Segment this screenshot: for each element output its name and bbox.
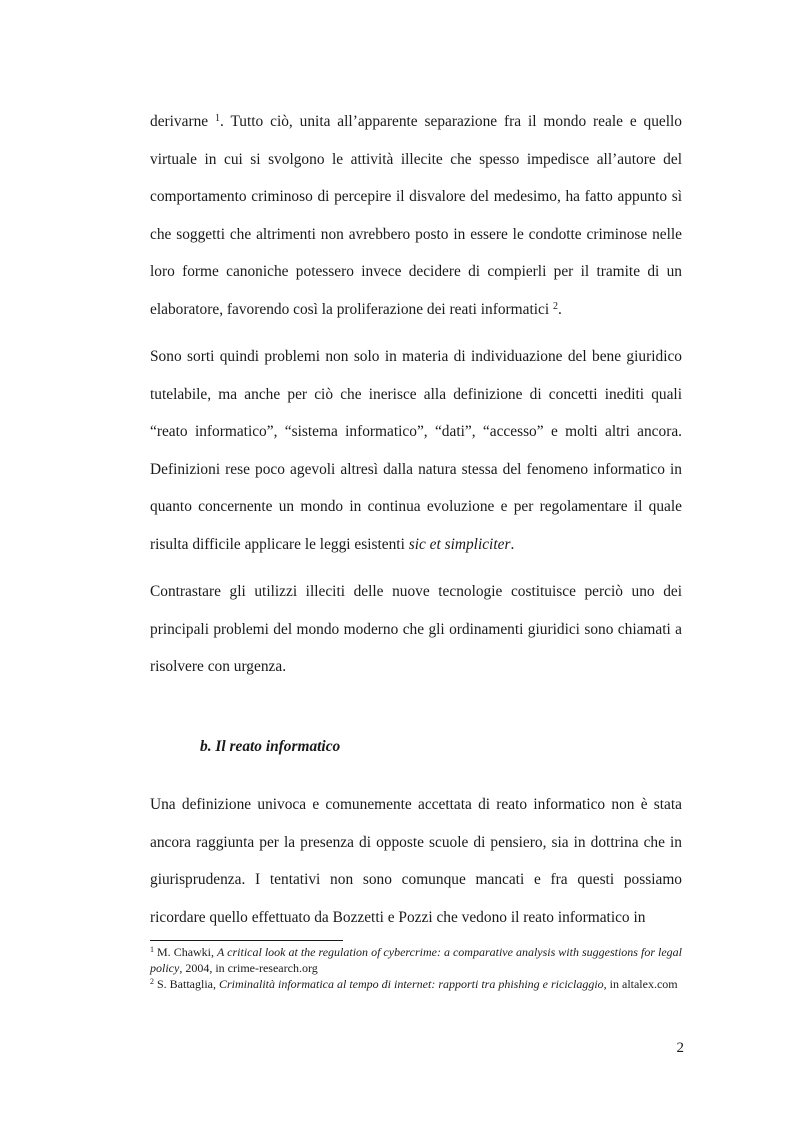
footnote-author: S. Battaglia, — [154, 977, 219, 991]
footnote-author: M. Chawki, — [154, 945, 218, 959]
body-paragraph-4: Una definizione univoca e comunemente accettata di reato informatico non è stata ancora raggiunta per la presenza di opposte scuole di pensiero, sia in dottrina che in giurisprudenza. I tentativi non sono comunque mancati e fra questi possiamo ricordare quello effettuato da Bozzetti e Pozzi che vedono il reato informatico in — [150, 796, 682, 926]
footnote-number: 1 — [150, 945, 154, 954]
page-number: 2 — [676, 1040, 684, 1056]
footnotes — [150, 944, 682, 992]
footnote-2 — [150, 976, 682, 992]
paragraph-text: . Tutto ciò, unita all’apparente separazione fra il mondo reale e quello virtuale in cui si svolgono le attività illecite che spesso impedisce all’autore del comportamento criminoso di percepire il disvalore del medesimo, ha fatto appunto sì che soggetti che altrimenti non avrebbero posto in essere le condotte criminose nelle loro forme canoniche potessero invece decidere di compierli per il tramite di un elaboratore, favorendo così la proliferazione dei reati informatici — [150, 113, 682, 318]
body-paragraph-2 — [150, 338, 682, 564]
footnote-ref-2[interactable]: 2 — [552, 300, 558, 312]
paragraph-text: Sono sorti quindi problemi non solo in materia di individuazione del bene giuridico tutelabile, ma anche per ciò che inerisce alla definizione di concetti inediti quali “reato informatico”, “sistema informatico”, “dati”, “accesso” e molti altri ancora. Definizioni rese poco agevoli altresì dalla natura stessa del fenomeno informatico in quanto concernente un mondo in continua evoluzione e per regolamentare il quale risulta difficile applicare le leggi esistenti — [150, 348, 682, 553]
footnote-source: , in altalex.com — [603, 977, 678, 991]
body-paragraph-1 — [150, 103, 682, 329]
body-paragraph-3: Contrastare gli utilizzi illeciti delle nuove tecnologie costituisce perciò uno dei principali problemi del mondo moderno che gli ordinamenti giuridici sono chiamati a risolvere con urgenza. — [150, 583, 682, 676]
section-heading: b. Il reato informatico — [200, 738, 341, 755]
paragraph-text: . — [510, 535, 515, 553]
footnote-ref-1[interactable]: 1 — [215, 113, 220, 124]
footnote-separator — [150, 940, 343, 941]
latin-phrase: sic et simpliciter — [408, 535, 511, 553]
footnote-title: A critical look at the regulation of cybercrime: a comparative analysis with suggestions for legal policy — [150, 945, 682, 975]
footnote-title: Criminalità informatica al tempo di internet: rapporti tra phishing e riciclaggio — [219, 977, 604, 991]
paragraph-text: . — [557, 300, 562, 318]
footnote-number: 2 — [150, 977, 154, 986]
paragraph-text: derivarne — [150, 113, 215, 130]
footnote-source: , 2004, in crime-research.org — [179, 961, 318, 975]
footnote-1 — [150, 944, 682, 976]
